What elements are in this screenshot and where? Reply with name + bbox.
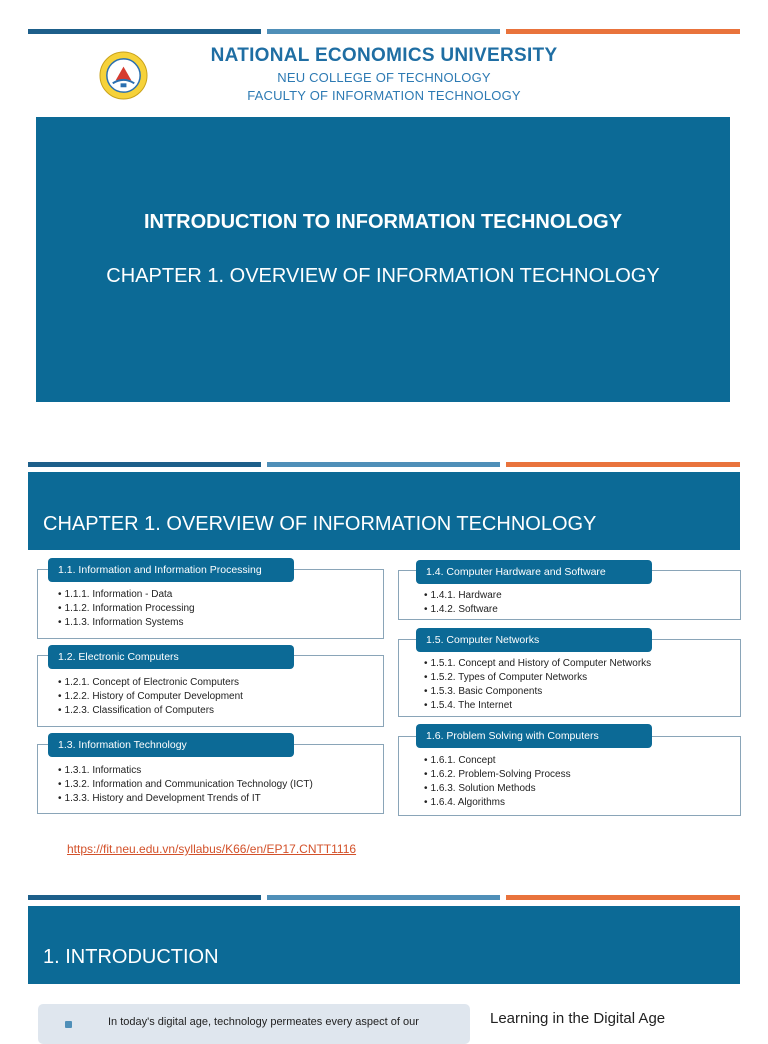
list-item: • 1.5.1. Concept and History of Computer Networks: [424, 657, 651, 671]
title-slide: [0, 0, 768, 410]
accent-bar-mid: [267, 462, 500, 467]
accent-bar-mid: [267, 29, 500, 34]
accent-bar-orange: [506, 895, 740, 900]
bullet-icon: [65, 1021, 72, 1028]
section-list: [424, 754, 571, 810]
list-item: • 1.2.1. Concept of Electronic Computers: [58, 676, 243, 690]
intro-text: In today's digital age, technology permeates every aspect of our: [108, 1016, 419, 1028]
list-item: • 1.4.1. Hardware: [424, 589, 502, 603]
list-item: • 1.6.4. Algorithms: [424, 796, 571, 810]
intro-card: [38, 1004, 470, 1044]
chapter-title: CHAPTER 1. OVERVIEW OF INFORMATION TECHNOLOGY: [106, 265, 660, 287]
accent-bar-dark: [28, 462, 261, 467]
list-item: • 1.6.1. Concept: [424, 754, 571, 768]
title-panel: [36, 117, 730, 402]
section-list: [58, 764, 313, 806]
list-item: • 1.6.2. Problem-Solving Process: [424, 768, 571, 782]
introduction-slide: [0, 893, 768, 1028]
list-item: • 1.1.1. Information - Data: [58, 588, 195, 602]
list-item: • 1.1.2. Information Processing: [58, 602, 195, 616]
accent-bar-dark: [28, 29, 261, 34]
list-item: • 1.2.2. History of Computer Development: [58, 690, 243, 704]
list-item: • 1.5.4. The Internet: [424, 699, 651, 713]
section-list: [424, 657, 651, 713]
college-name: NEU COLLEGE OF TECHNOLOGY: [277, 70, 491, 85]
section-heading: 1.1. Information and Information Processing: [48, 558, 294, 582]
section-heading: 1.4. Computer Hardware and Software: [416, 560, 652, 584]
accent-bar-mid: [267, 895, 500, 900]
section-heading: 1.6. Problem Solving with Computers: [416, 724, 652, 748]
slide-title: CHAPTER 1. OVERVIEW OF INFORMATION TECHNOLOGY: [43, 513, 597, 535]
course-title: INTRODUCTION TO INFORMATION TECHNOLOGY: [143, 211, 623, 233]
syllabus-link[interactable]: https://fit.neu.edu.vn/syllabus/K66/en/EP17.CNTT1116: [67, 842, 357, 856]
side-heading: Learning in the Digital Age: [490, 1010, 666, 1027]
faculty-name: FACULTY OF INFORMATION TECHNOLOGY: [247, 88, 521, 103]
outline-slide: [0, 455, 768, 875]
list-item: • 1.1.3. Information Systems: [58, 616, 195, 630]
section-heading: 1.2. Electronic Computers: [48, 645, 294, 669]
list-item: • 1.3.2. Information and Communication Technology (ICT): [58, 778, 313, 792]
accent-bar-dark: [28, 895, 261, 900]
section-heading: 1.5. Computer Networks: [416, 628, 652, 652]
accent-bar-orange: [506, 462, 740, 467]
slide-title: 1. INTRODUCTION: [43, 946, 219, 968]
section-list: [58, 676, 243, 718]
list-item: • 1.4.2. Software: [424, 603, 502, 617]
accent-bar-orange: [506, 29, 740, 34]
section-list: [58, 588, 195, 630]
list-item: • 1.5.2. Types of Computer Networks: [424, 671, 651, 685]
list-item: • 1.6.3. Solution Methods: [424, 782, 571, 796]
university-name: NATIONAL ECONOMICS UNIVERSITY: [210, 45, 558, 66]
list-item: • 1.5.3. Basic Components: [424, 685, 651, 699]
list-item: • 1.3.1. Informatics: [58, 764, 313, 778]
slide-header: [28, 472, 740, 550]
slide-header: [28, 906, 740, 984]
section-heading: 1.3. Information Technology: [48, 733, 294, 757]
list-item: • 1.3.3. History and Development Trends of IT: [58, 792, 313, 806]
list-item: • 1.2.3. Classification of Computers: [58, 704, 243, 718]
section-list: [424, 589, 502, 617]
